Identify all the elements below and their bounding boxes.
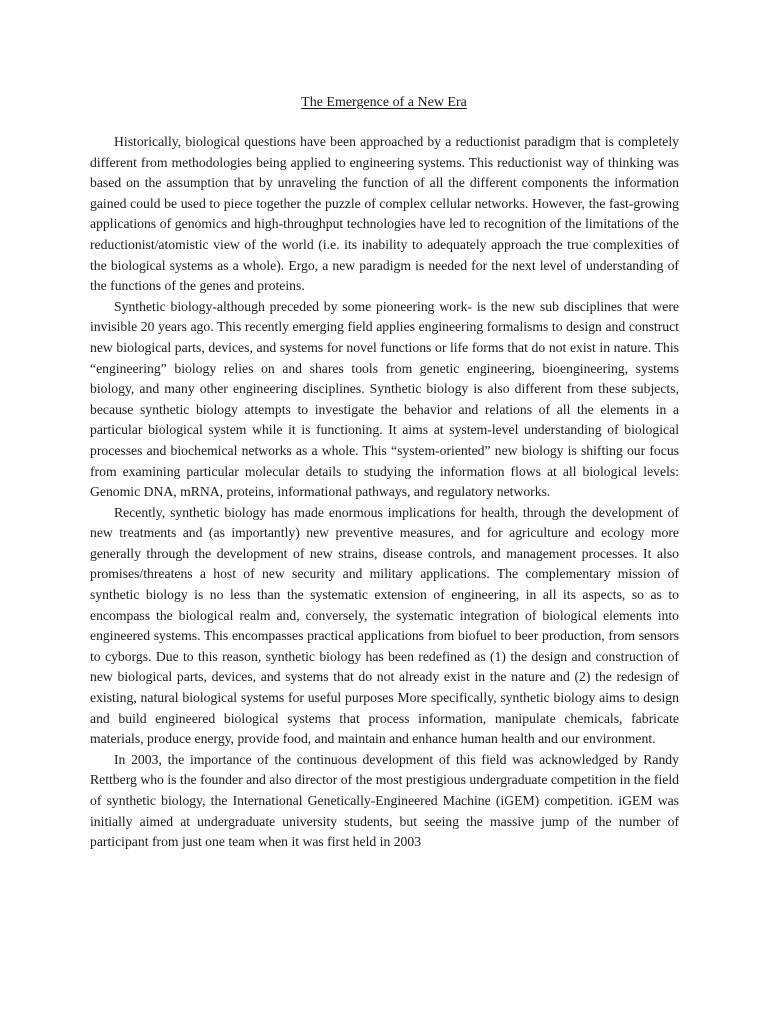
paragraph-implications: Recently, synthetic biology has made enormous implications for health, through the development of new treatments and (as importantly) new preventive measures, and for agriculture and ecology more generally through the development of new strains, disease controls, and management processes. It also promises/threatens a host of new security and military applications. The complementary mission of synthetic biology is no less than the systematic extension of engineering, in all its aspects, so as to encompass the biological realm and, conversely, the systematic integration of biological elements into engineered systems. This encompasses practical applications from biofuel to beer production, from sensors to cyborgs. Due to this reason, synthetic biology has been redefined as (1) the design and construction of new biological parts, devices, and systems that do not already exist in the nature and (2) the redesign of existing, natural biological systems for useful purposes More specifically, synthetic biology aims to design and build engineered biological systems that process information, manipulate chemicals, fabricate materials, produce energy, provide food, and maintain and enhance human health and our environment. (90, 504, 679, 747)
paragraph-reductionism: Historically, biological questions have been approached by a reductionist paradigm that is completely different from methodologies being applied to engineering systems. This reductionist way of thinking was based on the assumption that by unraveling the function of all the different components the information gained could be used to piece together the puzzle of complex cellular networks. However, the fast-growing applications of genomics and high-throughput technologies have led to recognition of the limitations of the reductionist/atomistic view of the world (i.e. its inability to adequately approach the true complexities of the biological systems as a whole). Ergo, a new paradigm is needed for the next level of understanding of the functions of the genes and proteins. (90, 134, 679, 294)
page-title: The Emergence of a New Era (301, 95, 467, 110)
paragraph-synthetic-biology: Synthetic biology-although preceded by some pioneering work- is the new sub disciplines that were invisible 20 years ago. This recently emerging field applies engineering formalisms to design and construct new biological parts, devices, and systems for novel functions or life forms that do not exist in nature. This “engineering” biology relies on and shares tools from genetic engineering, bioengineering, systems biology, and many other engineering disciplines. Synthetic biology is also different from these subjects, because synthetic biology attempts to investigate the behavior and relations of all the elements in a particular biological system while it is functioning. It aims at system-level understanding of biological processes and biochemical networks as a whole. This “system-oriented” new biology is shifting our focus from examining particular molecular details to studying the information flows at all biological levels: Genomic DNA, mRNA, proteins, informational pathways, and regulatory networks. (90, 298, 679, 500)
body-text (90, 132, 679, 853)
paragraph-igem: In 2003, the importance of the continuous development of this field was acknowledged by Randy Rettberg who is the founder and also director of the most prestigious undergraduate competition in the field of synthetic biology, the International Genetically-Engineered Machine (iGEM) competition. iGEM was initially aimed at undergraduate university students, but seeing the massive jump of the number of participant from just one team when it was first held in 2003 (90, 751, 679, 850)
